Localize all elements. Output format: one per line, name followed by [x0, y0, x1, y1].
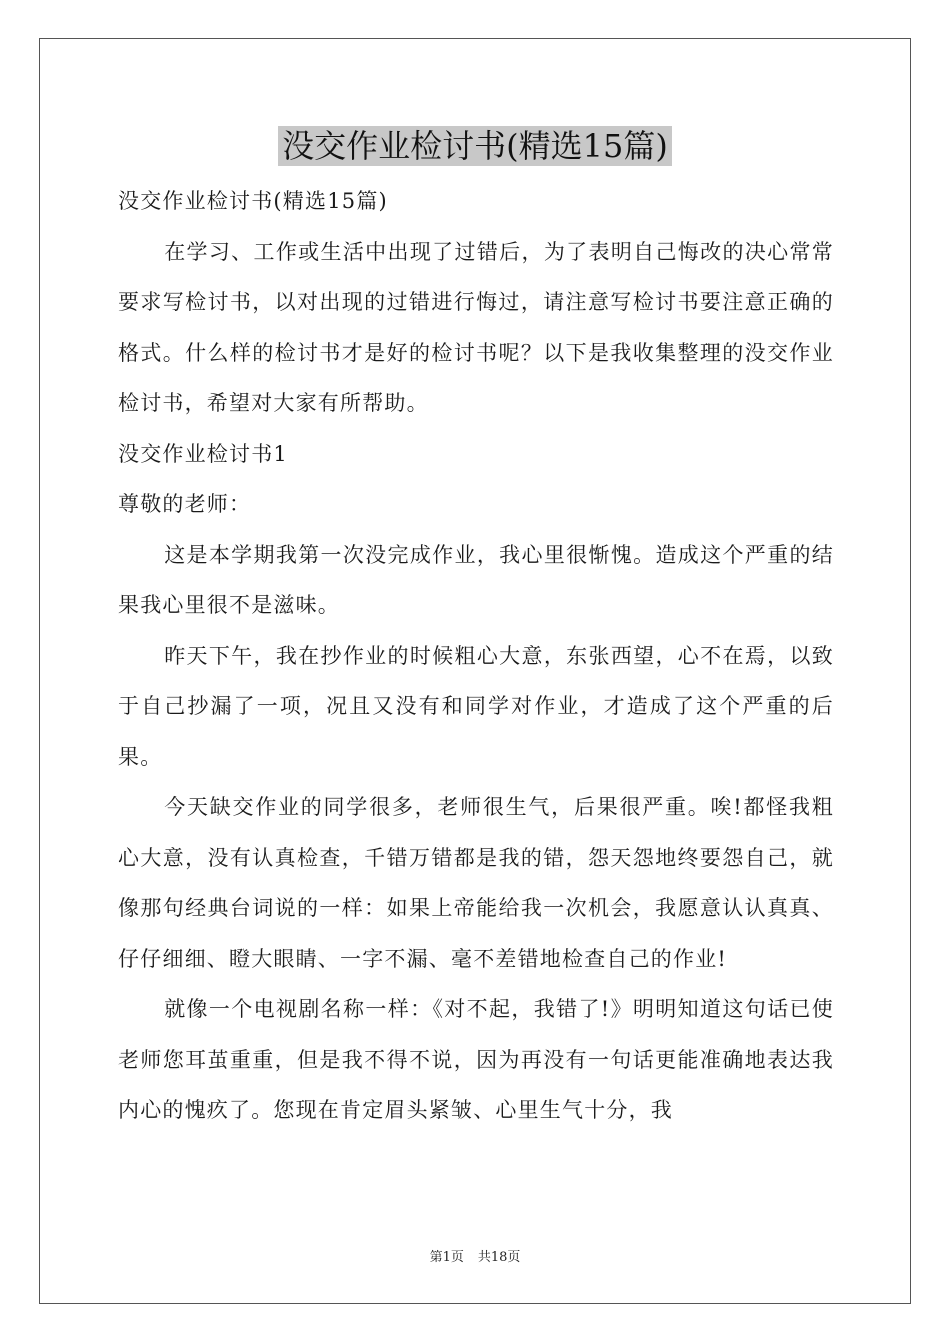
paragraph: 这是本学期我第一次没完成作业，我心里很惭愧。造成这个严重的结果我心里很不是滋味。 [118, 542, 834, 617]
subtitle-line: 没交作业检讨书(精选15篇) [118, 189, 388, 213]
page-total: 共18页 [477, 1250, 521, 1265]
paragraph: 就像一个电视剧名称一样：《对不起，我错了!》明明知道这句话已使老师您耳茧重重，但是我不得不说，因为再没有一句话更能准确地表达我内心的愧疚了。您现在肯定眉头紧皱、心里生气十分，我 [118, 997, 834, 1122]
page-number: 第1页 [429, 1250, 464, 1265]
page-footer [0, 1246, 950, 1265]
paragraph: 尊敬的老师： [118, 492, 252, 516]
paragraph: 昨天下午，我在抄作业的时候粗心大意，东张西望，心不在焉，以致于自己抄漏了一项，况且又没有和同学对作业，才造成了这个严重的后果。 [118, 643, 834, 769]
document-body [118, 176, 834, 1136]
paragraph: 在学习、工作或生活中出现了过错后，为了表明自己悔改的决心常常要求写检讨书，以对出现的过错进行悔过，请注意写检讨书要注意正确的格式。什么样的检讨书才是好的检讨书呢？以下是我收集整理的没交作业检讨书，希望对大家有所帮助。 [118, 239, 834, 415]
paragraph: 今天缺交作业的同学很多，老师很生气，后果很严重。唉!都怪我粗心大意，没有认真检查，千错万错都是我的错，怨天怨地终要怨自己，就像那句经典台词说的一样：如果上帝能给我一次机会，我愿意认认真真、仔仔细细、瞪大眼睛、一字不漏、毫不差错地检查自己的作业! [118, 795, 834, 971]
paragraph: 没交作业检讨书1 [118, 441, 288, 466]
document-title: 没交作业检讨书(精选15篇) [278, 126, 672, 166]
title-container [0, 126, 950, 166]
